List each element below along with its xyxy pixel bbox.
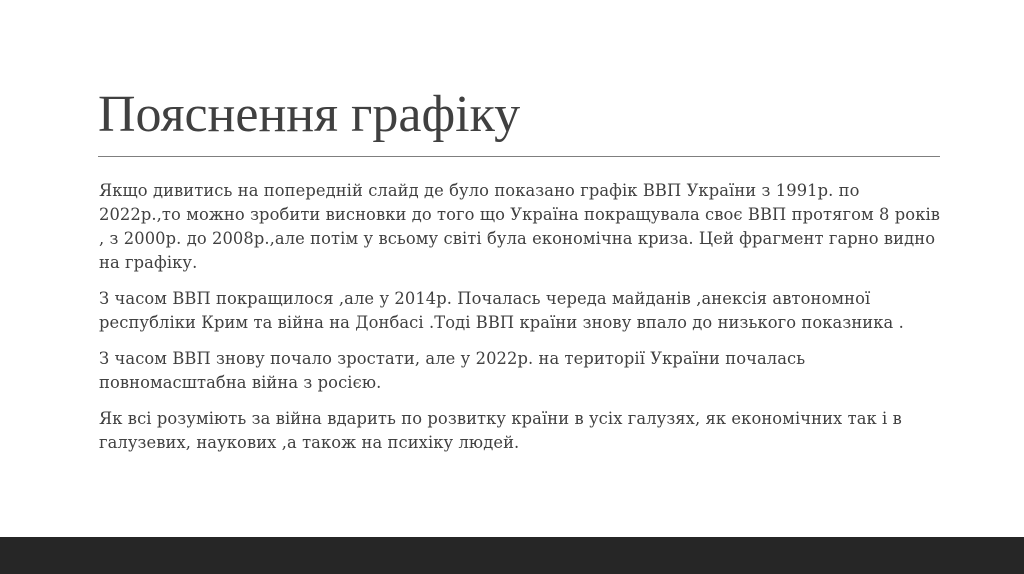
footer-bar <box>0 537 1024 574</box>
paragraph-2022-war: З часом ВВП знову почало зростати, але у 2022р. на території України почалась повномасштабна війна з росією. <box>99 349 806 392</box>
paragraph-2014-events: З часом ВВП покращилося ,але у 2014р. Почалась череда майданів ,анексія автономної республіки Крим та війна на Донбасі .Тоді ВВП країни знову впало до низького показника . <box>99 289 904 332</box>
slide-body <box>99 179 944 467</box>
title-divider <box>98 156 940 157</box>
paragraph-war-impact: Як всі розуміють за війна вдарить по розвитку країни в усіх галузях, як економічних так і в галузевих, наукових ,а також на психіку людей. <box>99 409 902 452</box>
paragraph-gdp-growth: Якщо дивитись на попередній слайд де було показано графік ВВП України з 1991р. по 2022р.,то можно зробити висновки до того що Україна покращувала своє ВВП протягом 8 років , з 2000р. до 2008р.,але потім у всьому світі була економічна криза. Цей фрагмент гарно видно на графіку. <box>99 181 941 272</box>
slide-title: Пояснення графіку <box>98 86 521 143</box>
